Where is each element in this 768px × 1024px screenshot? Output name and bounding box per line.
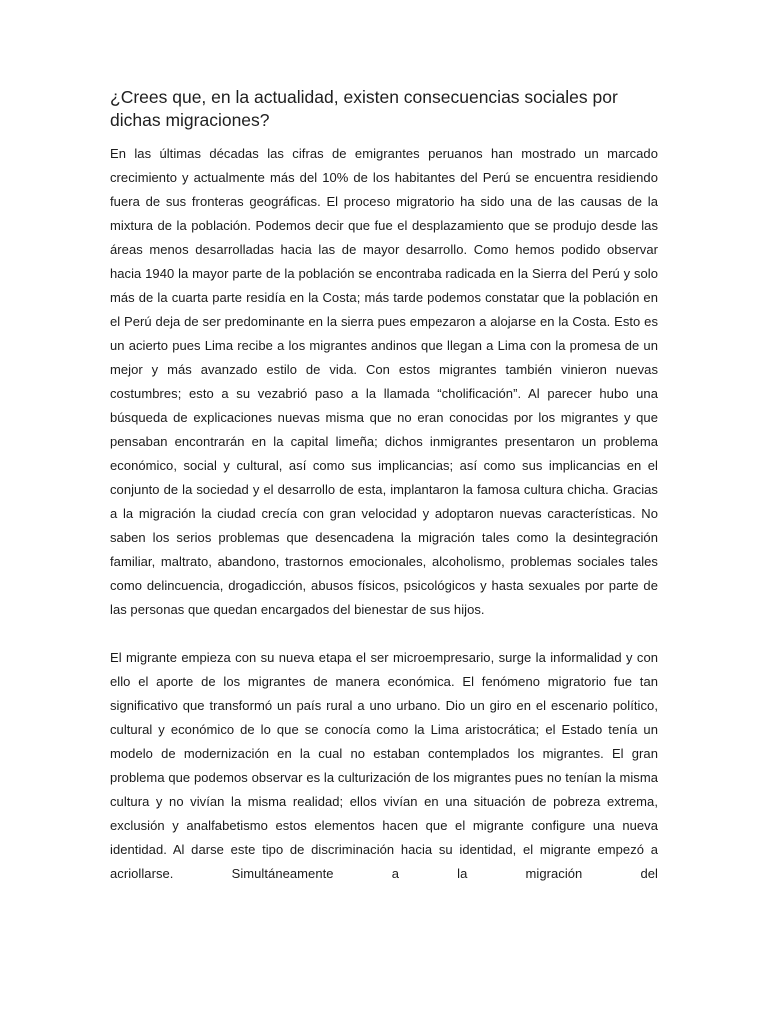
section-heading: ¿Crees que, en la actualidad, existen consecuencias sociales por dichas migraciones? xyxy=(110,87,618,130)
body-paragraph-2: El migrante empieza con su nueva etapa el ser microempresario, surge la informalidad y con ello el aporte de los migrantes de manera económica. El fenómeno migratorio fue tan significativo que transformó un país rural a uno urbano. Dio un giro en el escenario político, cultural y económico de lo que se conocía como la Lima aristocrática; el Estado tenía un modelo de modernización en la cual no estaban contemplados los migrantes. El gran problema que podemos observar es la culturización de los migrantes pues no tenían la misma cultura y no vivían la misma realidad; ellos vivían en una situación de pobreza extrema, exclusión y analfabetismo estos elementos hacen que el migrante configure una nueva identidad. Al darse este tipo de discriminación hacia su identidad, el migrante empezó a acriollarse. Simultáneamente a la migración del xyxy=(110,650,658,881)
body-paragraph-1: En las últimas décadas las cifras de emigrantes peruanos han mostrado un marcado crecimiento y actualmente más del 10% de los habitantes del Perú se encuentra residiendo fuera de sus fronteras geográficas. El proceso migratorio ha sido una de las causas de la mixtura de la población. Podemos decir que fue el desplazamiento que se produjo desde las áreas menos desarrolladas hacia las de mayor desarrollo. Como hemos podido observar hacia 1940 la mayor parte de la población se encontraba radicada en la Sierra del Perú y solo más de la cuarta parte residía en la Costa; más tarde podemos constatar que la población en el Perú deja de ser predominante en la sierra pues empezaron a alojarse en la Costa. Esto es un acierto pues Lima recibe a los migrantes andinos que llegan a Lima con la promesa de un mejor y más avanzado estilo de vida. Con estos migrantes también vinieron nuevas costumbres; esto a su vezabrió paso a la llamada “cholificación”. Al parecer hubo una búsqueda de explicaciones nuevas misma que no eran conocidas por los migrantes y que pensaban encontrarán en la capital limeña; dichos inmigrantes presentaron un problema económico, social y cultural, así como sus implicancias; así como sus implicancias en el conjunto de la sociedad y el desarrollo de esta, implantaron la famosa cultura chicha. Gracias a la migración la ciudad crecía con gran velocidad y adoptaron nuevas características. No saben los serios problemas que desencadena la migración tales como la desintegración familiar, maltrato, abandono, trastornos emocionales, alcoholismo, problemas sociales tales como delincuencia, drogadicción, abusos físicos, psicológicos y hasta sexuales por parte de las personas que quedan encargados del bienestar de sus hijos. xyxy=(110,146,658,617)
